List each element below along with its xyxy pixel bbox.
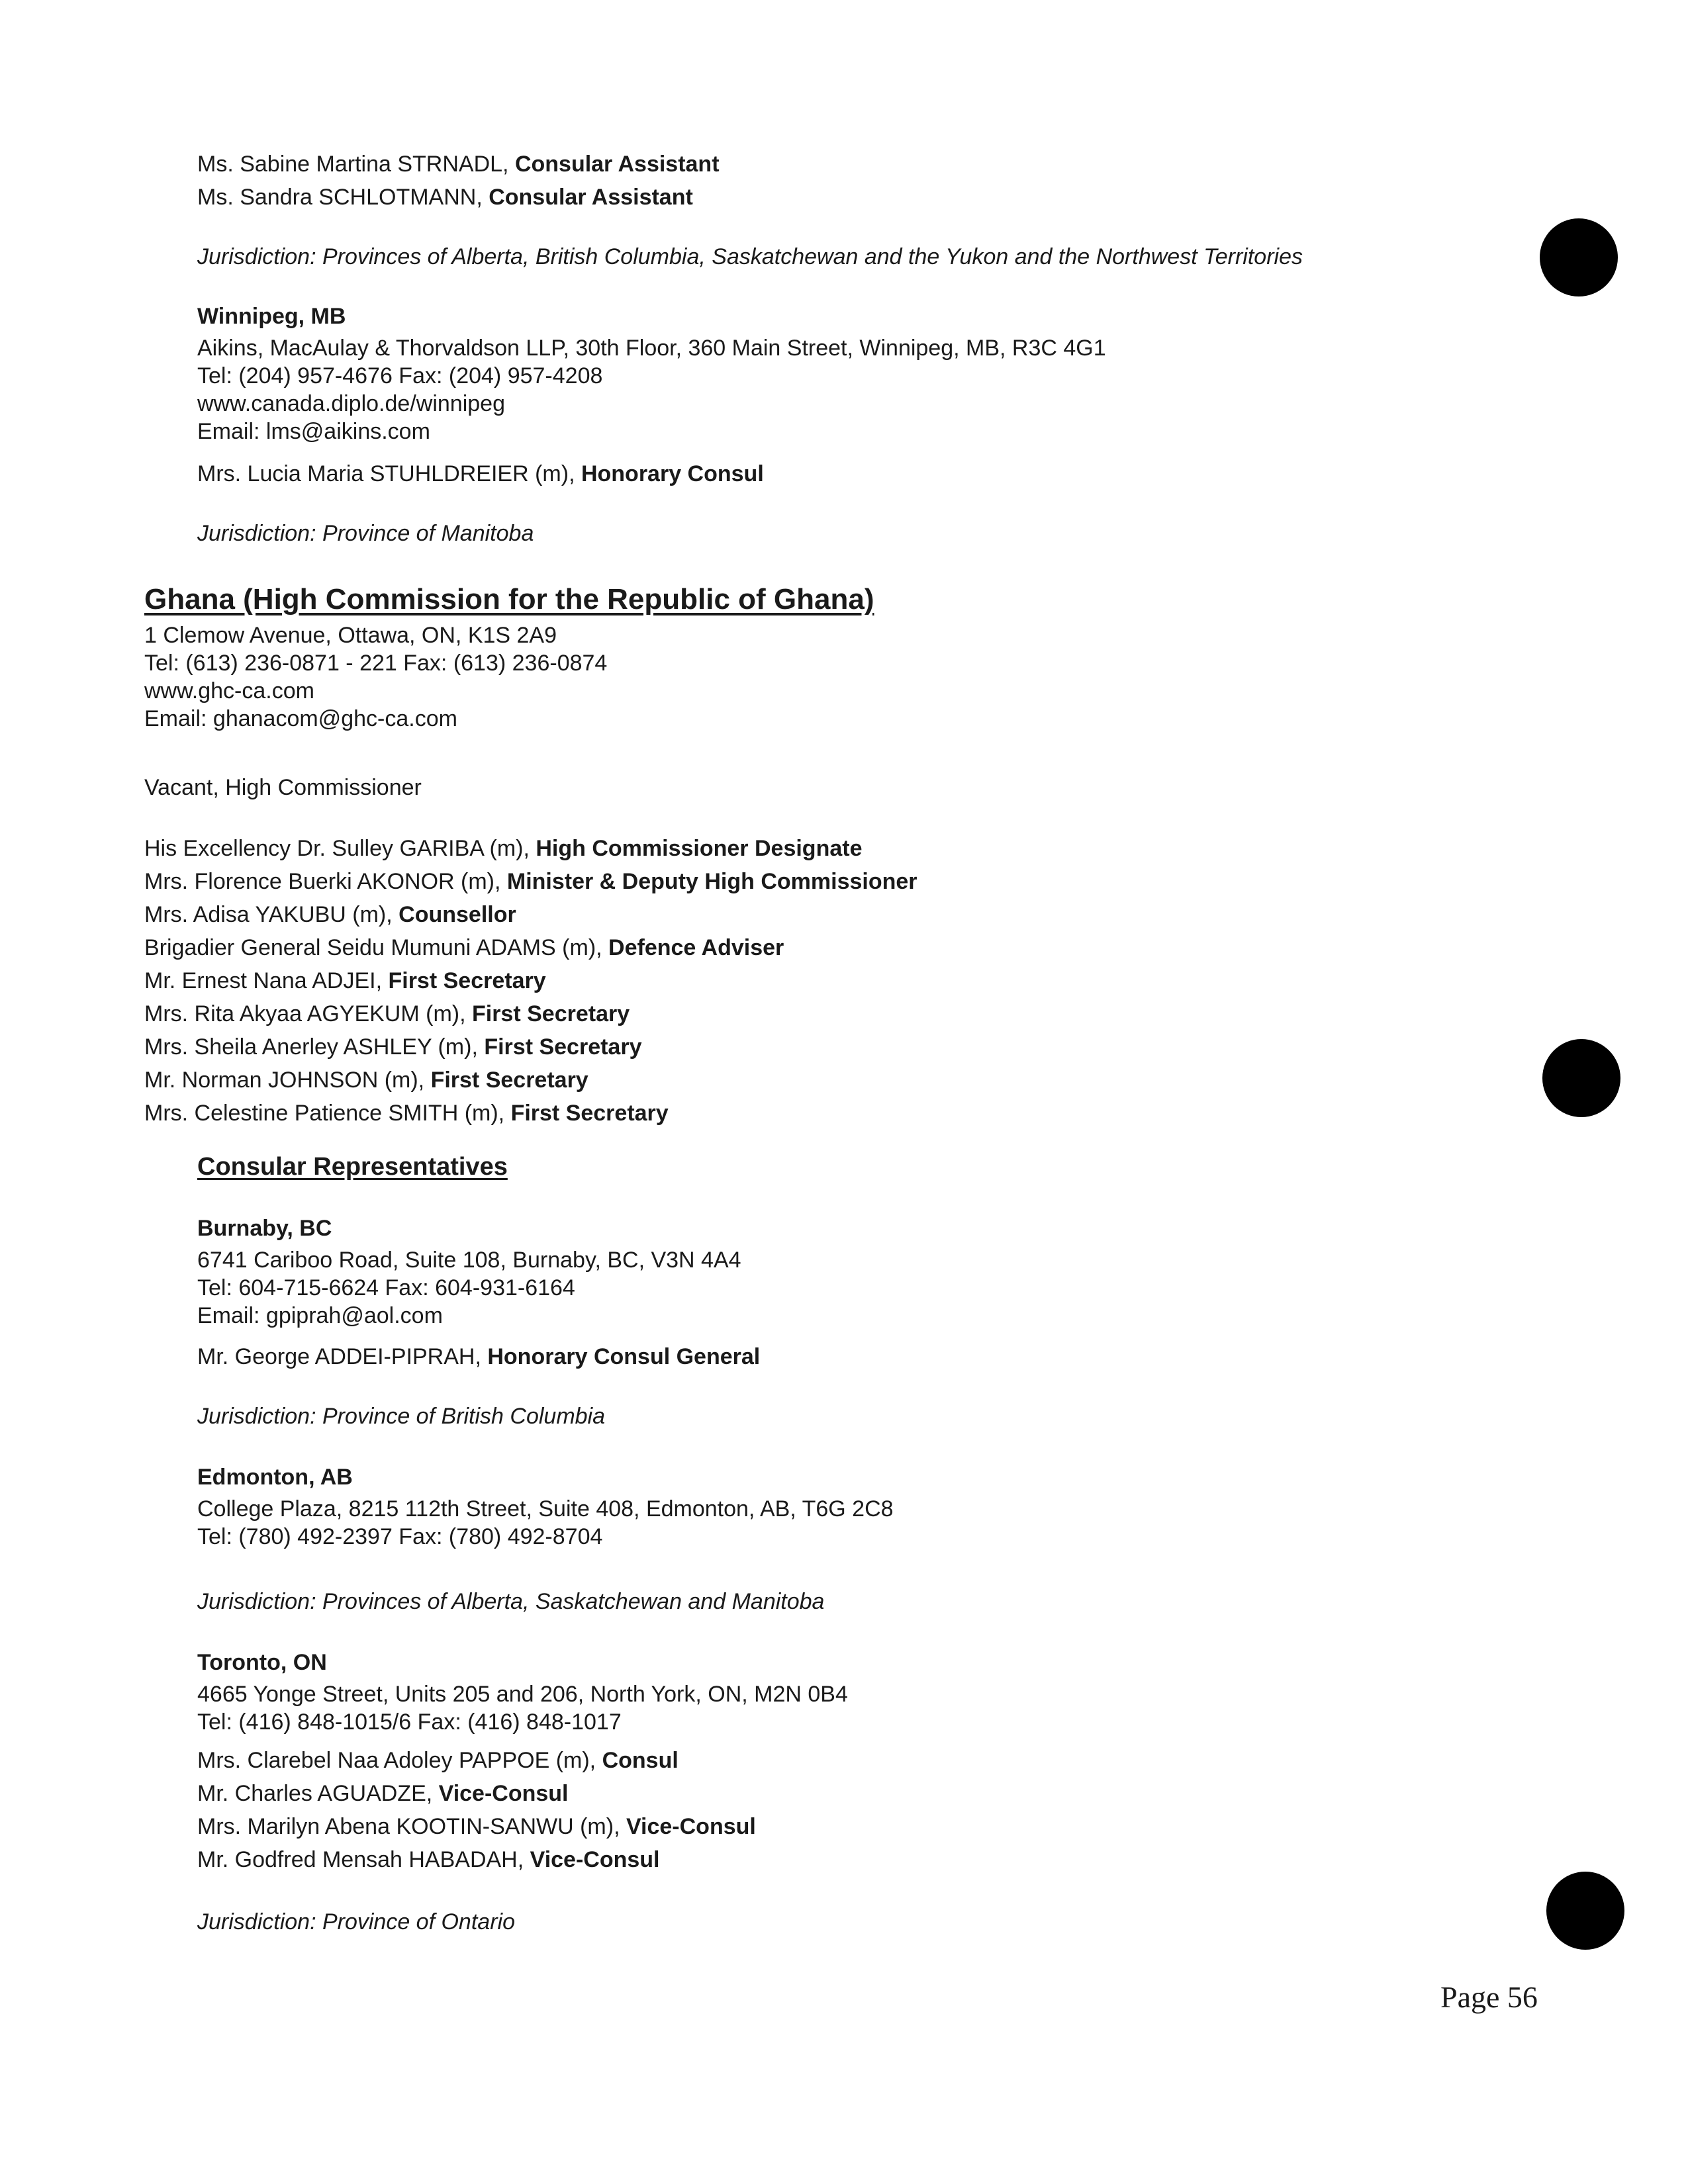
city-heading: Toronto, ON: [197, 1650, 327, 1675]
address-text: 6741 Cariboo Road, Suite 108, Burnaby, BC, V3N 4A4: [197, 1248, 741, 1273]
city-heading: Burnaby, BC: [197, 1216, 332, 1241]
jurisdiction-text: Jurisdiction: Province of Ontario: [197, 1909, 515, 1934]
country-heading: Ghana (High Commission for the Republic of Ghana): [144, 583, 874, 615]
staff-entry: His Excellency Dr. Sulley GARIBA (m), High Commissioner Designate: [144, 836, 863, 861]
address-text: Aikins, MacAulay & Thorvaldson LLP, 30th Floor, 360 Main Street, Winnipeg, MB, R3C 4G1: [197, 336, 1106, 361]
staff-entry: Mrs. Rita Akyaa AGYEKUM (m), First Secretary: [144, 1001, 630, 1026]
website-link[interactable]: www.canada.diplo.de/winnipeg: [197, 391, 505, 416]
vacant-text: Vacant, High Commissioner: [144, 775, 422, 800]
staff-entry: Mrs. Florence Buerki AKONOR (m), Minister & Deputy High Commissioner: [144, 869, 917, 894]
staff-entry: Mrs. Marilyn Abena KOOTIN-SANWU (m), Vice-Consul: [197, 1814, 756, 1839]
staff-entry: Mrs. Adisa YAKUBU (m), Counsellor: [144, 902, 516, 927]
email-text: Email: gpiprah@aol.com: [197, 1303, 443, 1328]
phone-fax-text: Tel: 604-715-6624 Fax: 604-931-6164: [197, 1275, 575, 1300]
address-text: 1 Clemow Avenue, Ottawa, ON, K1S 2A9: [144, 623, 557, 648]
city-heading: Edmonton, AB: [197, 1465, 353, 1490]
email-text: Email: lms@aikins.com: [197, 419, 430, 444]
punch-hole-icon: [1540, 218, 1618, 296]
address-text: College Plaza, 8215 112th Street, Suite 408, Edmonton, AB, T6G 2C8: [197, 1496, 894, 1522]
staff-entry: Mr. Ernest Nana ADJEI, First Secretary: [144, 968, 546, 993]
email-text: Email: ghanacom@ghc-ca.com: [144, 706, 457, 731]
jurisdiction-text: Jurisdiction: Provinces of Alberta, British Columbia, Saskatchewan and the Yukon and the Northwest Territories: [197, 244, 1303, 269]
staff-entry: Mr. Norman JOHNSON (m), First Secretary: [144, 1068, 588, 1093]
staff-entry: Mr. Charles AGUADZE, Vice-Consul: [197, 1781, 569, 1806]
jurisdiction-text: Jurisdiction: Province of British Columbia: [197, 1404, 606, 1429]
punch-hole-icon: [1546, 1872, 1624, 1950]
page-number: Page 56: [1440, 1980, 1538, 2014]
website-link[interactable]: www.ghc-ca.com: [144, 678, 314, 704]
phone-fax-text: Tel: (204) 957-4676 Fax: (204) 957-4208: [197, 363, 603, 388]
staff-entry: Mrs. Clarebel Naa Adoley PAPPOE (m), Consul: [197, 1748, 679, 1773]
city-heading: Winnipeg, MB: [197, 304, 346, 329]
punch-hole-icon: [1542, 1039, 1620, 1117]
staff-entry: Ms. Sabine Martina STRNADL, Consular Assistant: [197, 152, 720, 177]
section-heading: Consular Representatives: [197, 1153, 508, 1181]
staff-entry: Mr. Godfred Mensah HABADAH, Vice-Consul: [197, 1847, 660, 1872]
staff-entry: Mrs. Lucia Maria STUHLDREIER (m), Honorary Consul: [197, 461, 764, 486]
phone-fax-text: Tel: (780) 492-2397 Fax: (780) 492-8704: [197, 1524, 603, 1549]
phone-fax-text: Tel: (416) 848-1015/6 Fax: (416) 848-1017: [197, 1709, 622, 1735]
staff-entry: Mr. George ADDEI-PIPRAH, Honorary Consul General: [197, 1344, 761, 1369]
staff-entry: Ms. Sandra SCHLOTMANN, Consular Assistant: [197, 185, 693, 210]
phone-fax-text: Tel: (613) 236-0871 - 221 Fax: (613) 236-0874: [144, 651, 608, 676]
jurisdiction-text: Jurisdiction: Provinces of Alberta, Saskatchewan and Manitoba: [197, 1589, 825, 1614]
address-text: 4665 Yonge Street, Units 205 and 206, North York, ON, M2N 0B4: [197, 1682, 848, 1707]
jurisdiction-text: Jurisdiction: Province of Manitoba: [197, 521, 534, 546]
staff-entry: Mrs. Sheila Anerley ASHLEY (m), First Secretary: [144, 1034, 642, 1060]
staff-entry: Mrs. Celestine Patience SMITH (m), First Secretary: [144, 1101, 669, 1126]
staff-entry: Brigadier General Seidu Mumuni ADAMS (m), Defence Adviser: [144, 935, 784, 960]
